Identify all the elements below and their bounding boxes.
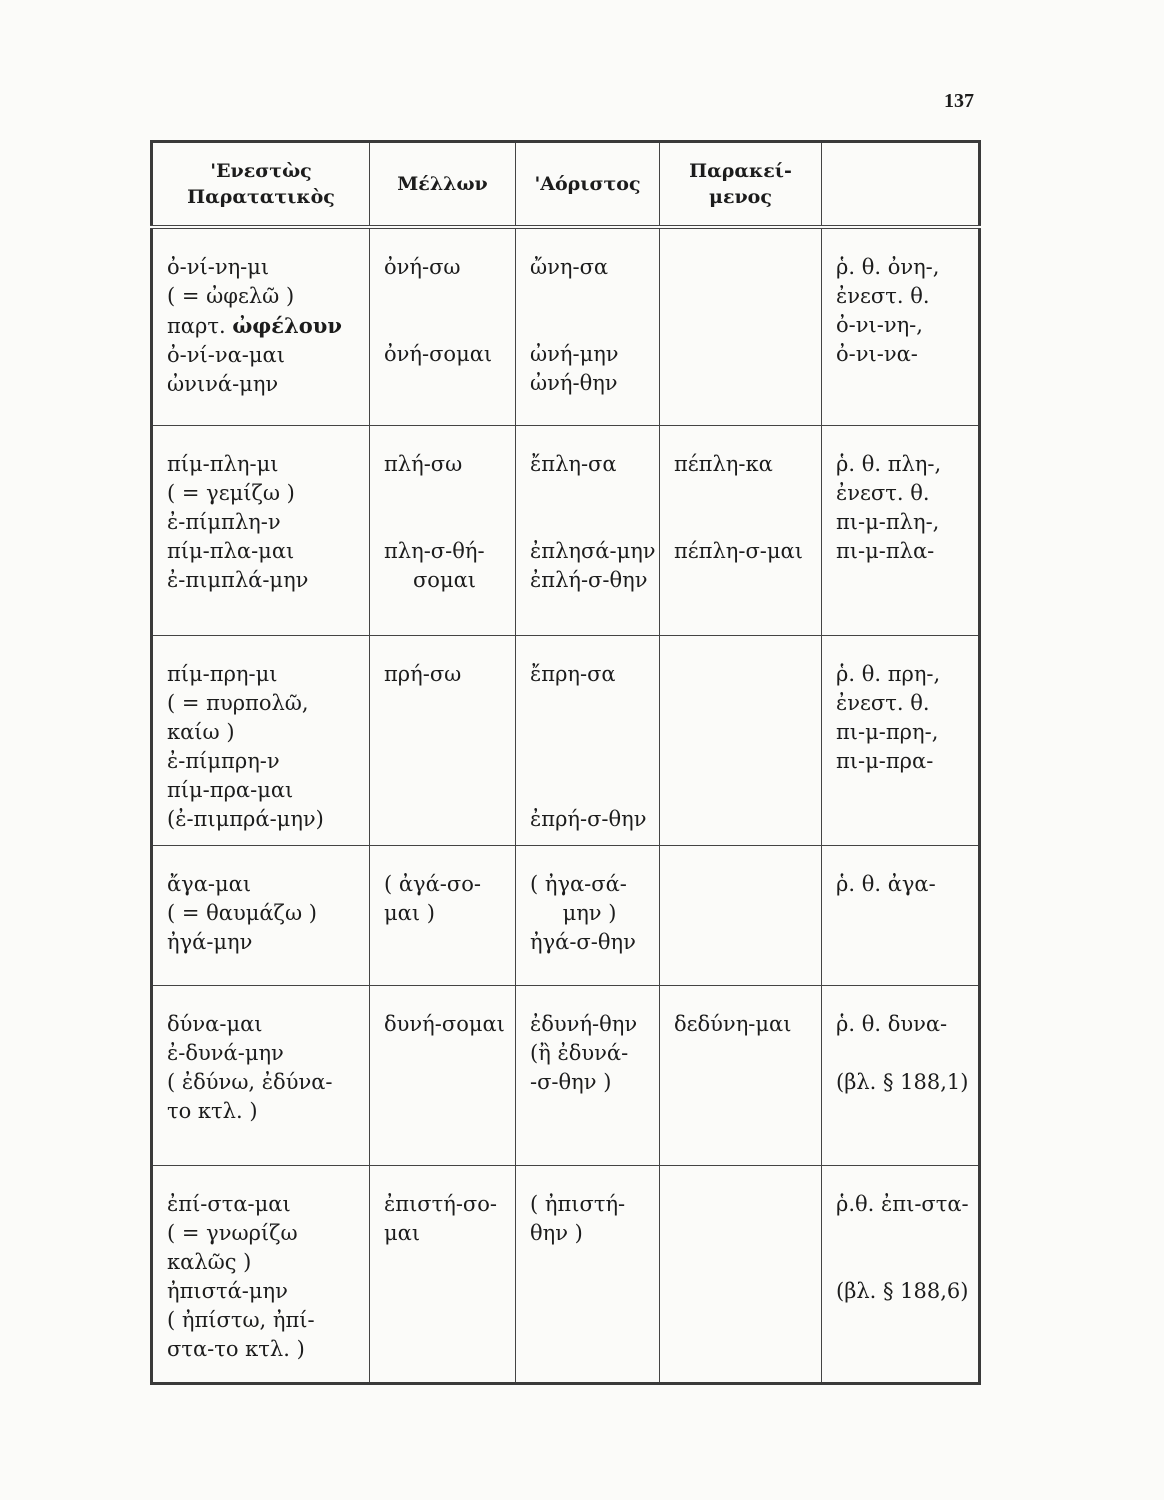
cell-aorist (516, 635, 660, 845)
form: (ἐ-πιμπρά-μην) (167, 806, 324, 831)
form: ἠγά-σ-θην (530, 929, 636, 954)
form: ὀνή-σω (384, 255, 461, 279)
table-row (152, 425, 980, 635)
form: ῥ. θ. ὀνη-, (836, 255, 940, 279)
form: ὠνή-μην (530, 342, 619, 366)
form: ( ἠγα-σά- (530, 871, 627, 896)
table-row (152, 845, 980, 985)
cell-perfect (660, 425, 822, 635)
form: πλή-σω (384, 451, 463, 476)
form: (ἢ ἐδυνά- (530, 1040, 629, 1065)
form: πέπλη-κα (674, 451, 773, 476)
form: πίμ-πλα-μαι (167, 538, 295, 563)
cell-perfect (660, 1165, 822, 1384)
cell-root (822, 985, 980, 1165)
form: καλῶς ) (167, 1249, 252, 1274)
cell-root (822, 227, 980, 425)
form: ἐ-δυνά-μην (167, 1040, 284, 1065)
cell-future (370, 845, 516, 985)
cell-present (152, 845, 370, 985)
cell-future (370, 985, 516, 1165)
form: ἔπλη-σα (530, 451, 617, 476)
form: ἐνεστ. θ. (836, 284, 930, 308)
form: ὀ-νι-νη-, (836, 313, 923, 337)
form: ὠνή-θην (530, 371, 618, 395)
form: θην ) (530, 1220, 583, 1245)
form: πίμ-πρη-μι (167, 661, 278, 686)
form: δύνα-μαι (167, 1011, 263, 1036)
cell-aorist (516, 425, 660, 635)
page-number: 137 (944, 90, 974, 112)
form: ἐ-πίμπρη-ν (167, 748, 280, 773)
header-row (152, 142, 980, 228)
form: παρτ. (167, 314, 226, 338)
form: (βλ. § 188,6) (836, 1278, 969, 1303)
form: ( ἠπίστω, ἠπί- (167, 1307, 315, 1332)
form: ἐ-πιμπλά-μην (167, 567, 309, 592)
form: πι-μ-πλη-, (836, 509, 940, 534)
form: ἐ-πίμπλη-ν (167, 509, 281, 534)
cell-perfect (660, 227, 822, 425)
cell-perfect (660, 635, 822, 845)
form: ἐπρή-σ-θην (530, 806, 647, 831)
form: ῥ.θ. ἐπι-στα- (836, 1191, 969, 1216)
form: ἐδυνή-θην (530, 1011, 638, 1036)
cell-perfect (660, 985, 822, 1165)
form: ἔπρη-σα (530, 661, 616, 686)
cell-present (152, 635, 370, 845)
header-root (822, 142, 980, 228)
form: πι-μ-πρα- (836, 748, 934, 773)
form: ἠπιστά-μην (167, 1278, 288, 1303)
cell-aorist (516, 227, 660, 425)
form: ( ἀγά-σο- (384, 871, 481, 896)
form: πρή-σω (384, 661, 462, 686)
form: ἐνεστ. θ. (836, 480, 930, 505)
form: ὤνη-σα (530, 255, 609, 279)
form: ( = ὠφελῶ ) (167, 284, 295, 308)
form: ( = θαυμάζω ) (167, 900, 317, 925)
form: ὀ-νί-να-μαι (167, 343, 285, 367)
form: ῥ. θ. πρη-, (836, 661, 941, 686)
form: πίμ-πρα-μαι (167, 777, 294, 802)
form: ( = γεμίζω ) (167, 480, 295, 505)
cell-present (152, 227, 370, 425)
form: μην ) (562, 900, 617, 925)
table-row (152, 227, 980, 425)
form: πι-μ-πλα- (836, 538, 935, 563)
form: πέπλη-σ-μαι (674, 538, 803, 563)
table-row (152, 635, 980, 845)
cell-aorist (516, 985, 660, 1165)
header-future: Μέλλων (370, 142, 516, 228)
form: πλη-σ-θή- (384, 538, 485, 563)
form: ἄγα-μαι (167, 871, 252, 896)
form: ἐπί-στα-μαι (167, 1191, 291, 1216)
form: ὀνή-σομαι (384, 342, 493, 366)
header-aorist: 'Αόριστος (516, 142, 660, 228)
form: δεδύνη-μαι (674, 1011, 792, 1036)
form: ( = γνωρίζω (167, 1220, 298, 1245)
form: (βλ. § 188,1) (836, 1069, 969, 1094)
form: το κτλ. ) (167, 1098, 258, 1123)
header-perfect: Παρακεί- μενος (660, 142, 822, 228)
form: ( ἐδύνω, ἐδύνα- (167, 1069, 333, 1094)
cell-root (822, 845, 980, 985)
cell-root (822, 425, 980, 635)
form: ὠνινά-μην (167, 372, 279, 396)
cell-perfect (660, 845, 822, 985)
cell-root (822, 635, 980, 845)
form: μαι ) (384, 900, 435, 925)
form: ῥ. θ. ἀγα- (836, 871, 936, 896)
table-row (152, 1165, 980, 1384)
form: σομαι (412, 567, 477, 592)
cell-aorist (516, 845, 660, 985)
cell-root (822, 1165, 980, 1384)
form: ῥ. θ. πλη-, (836, 451, 942, 476)
form: πίμ-πλη-μι (167, 451, 279, 476)
form: καίω ) (167, 719, 235, 744)
form: ἐπιστή-σο- (384, 1191, 498, 1216)
cell-future (370, 425, 516, 635)
form: στα-το κτλ. ) (167, 1336, 305, 1361)
form: ῥ. θ. δυνα- (836, 1011, 948, 1036)
cell-aorist (516, 1165, 660, 1384)
form: -σ-θην ) (530, 1069, 612, 1094)
form: ἐπλή-σ-θην (530, 567, 648, 592)
table-row (152, 985, 980, 1165)
form: πι-μ-πρη-, (836, 719, 939, 744)
form: ἐπλησά-μην (530, 538, 656, 563)
form: μαι (384, 1220, 421, 1245)
form: δυνή-σομαι (384, 1011, 505, 1036)
cell-future (370, 1165, 516, 1384)
form: ὀ-νι-να- (836, 342, 918, 366)
form: ( = πυρπολῶ, (167, 690, 309, 715)
form: ( ἠπιστή- (530, 1191, 626, 1216)
form: ἠγά-μην (167, 929, 253, 954)
form: ὀ-νί-νη-μι (167, 255, 270, 279)
cell-present (152, 425, 370, 635)
cell-present (152, 985, 370, 1165)
header-present: 'Ενεστὼς Παρατατικὸς (152, 142, 370, 228)
cell-future (370, 635, 516, 845)
form: ἐνεστ. θ. (836, 690, 930, 715)
cell-future (370, 227, 516, 425)
form: ὠφέλουν (232, 313, 342, 338)
conjugation-table (150, 140, 981, 1385)
cell-present (152, 1165, 370, 1384)
